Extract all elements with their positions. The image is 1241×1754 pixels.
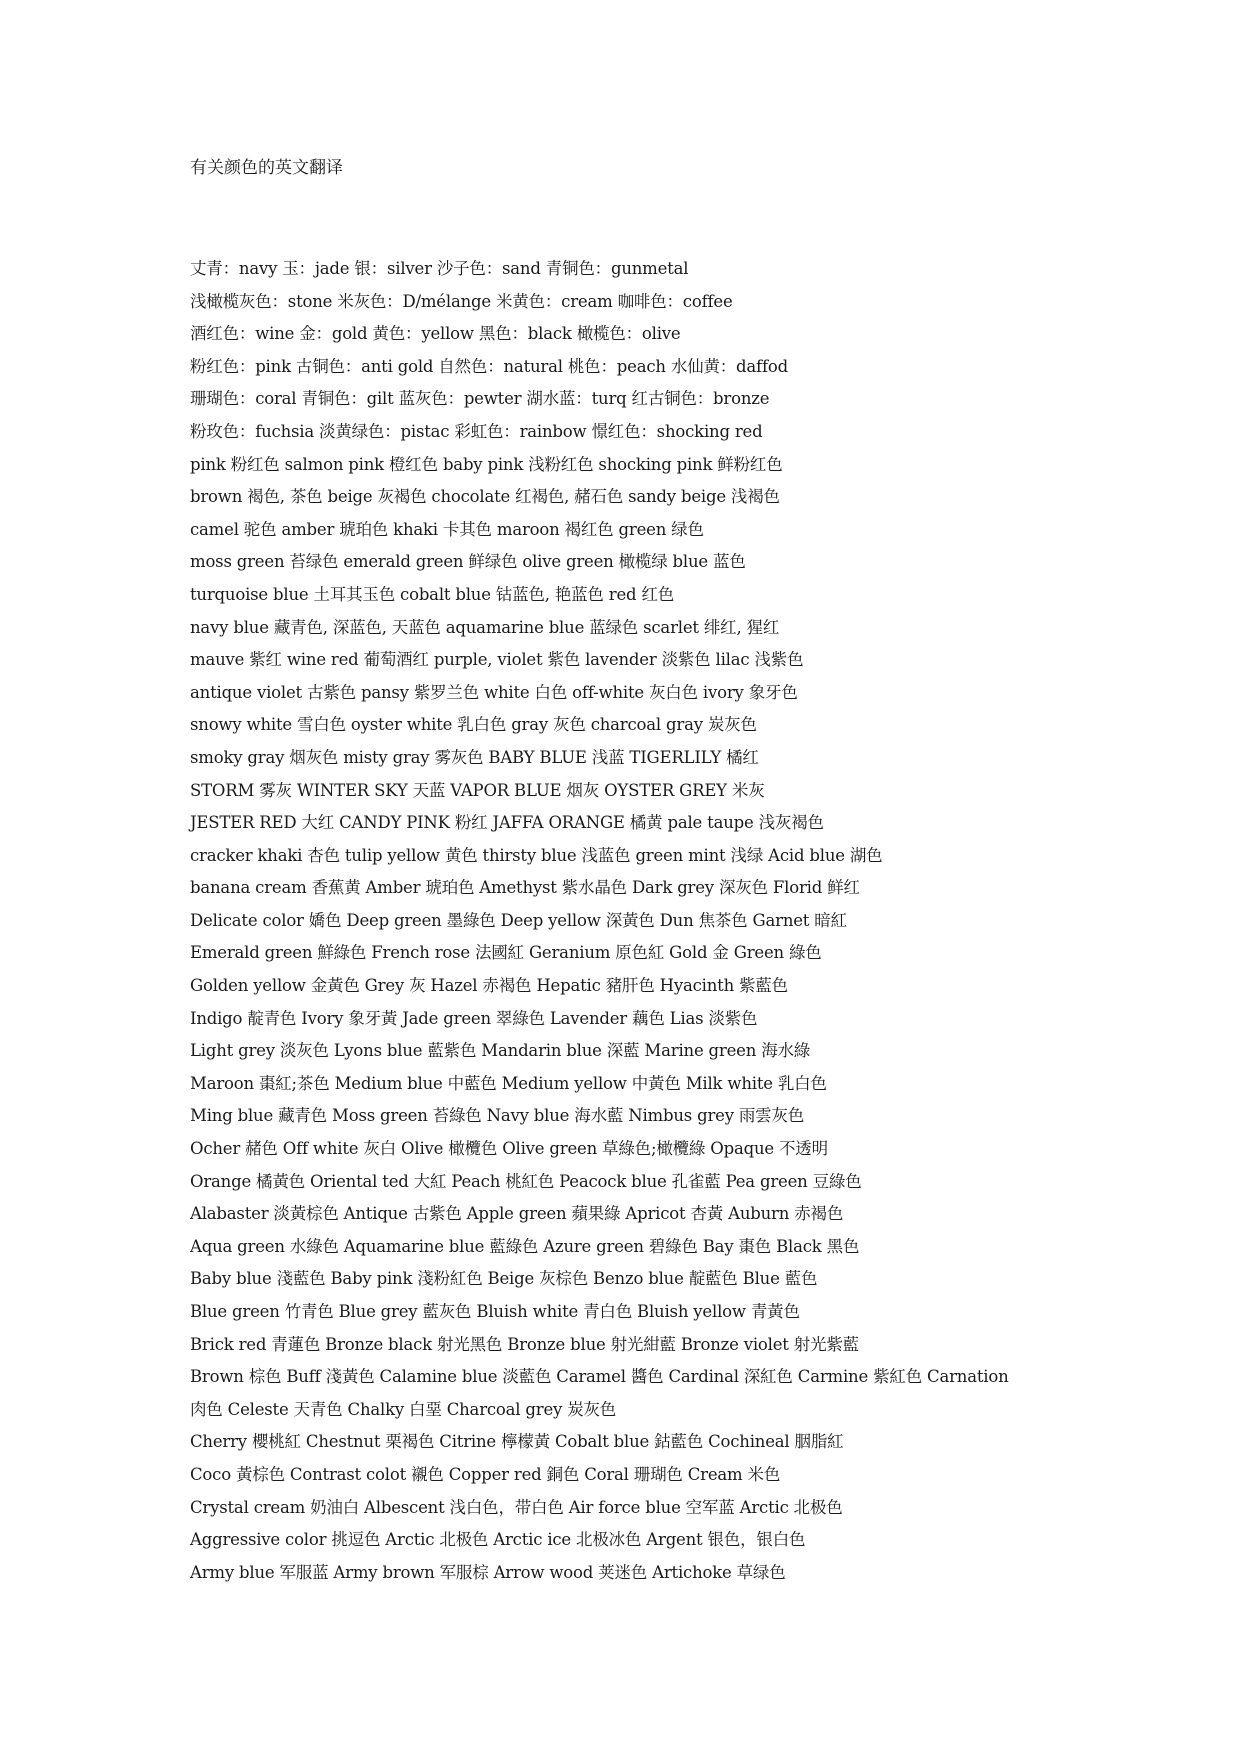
text-line: Coco 黃棕色 Contrast colot 襯色 Copper red 銅色 Coral 珊瑚色 Cream 米色 xyxy=(190,1464,781,1484)
text-line: Brown 棕色 Buff 淺黃色 Calamine blue 淡藍色 Caramel 醬色 Cardinal 深紅色 Carmine 紫紅色 Carnation xyxy=(190,1367,1009,1387)
text-line: 粉红色：pink 古铜色：anti gold 自然色：natural 桃色：peach 水仙黄：daffod xyxy=(190,356,788,376)
text-line: 粉玫色：fuchsia 淡黄绿色：pistac 彩虹色：rainbow 憬红色：shocking red xyxy=(190,421,763,441)
text-line: JESTER RED 大红 CANDY PINK 粉红 JAFFA ORANGE 橘黄 pale taupe 浅灰褐色 xyxy=(190,813,824,833)
text-line: Aqua green 水綠色 Aquamarine blue 藍綠色 Azure green 碧綠色 Bay 棗色 Black 黑色 xyxy=(190,1236,860,1256)
text-line: cracker khaki 杏色 tulip yellow 黄色 thirsty blue 浅蓝色 green mint 浅绿 Acid blue 湖色 xyxy=(190,845,883,865)
text-line: Maroon 棗紅;茶色 Medium blue 中藍色 Medium yellow 中黃色 Milk white 乳白色 xyxy=(190,1073,827,1093)
text-line: Emerald green 鮮綠色 French rose 法國紅 Geranium 原色紅 Gold 金 Green 綠色 xyxy=(190,943,822,963)
document-title: 有关颜色的英文翻译 xyxy=(190,158,343,178)
color-translation-list xyxy=(190,253,1210,1589)
text-line: Ming blue 藏青色 Moss green 苔綠色 Navy blue 海水藍 Nimbus grey 雨雲灰色 xyxy=(190,1106,805,1126)
text-line: snowy white 雪白色 oyster white 乳白色 gray 灰色 charcoal gray 炭灰色 xyxy=(190,715,757,735)
text-line: turquoise blue 土耳其玉色 cobalt blue 钴蓝色, 艳蓝色 red 红色 xyxy=(190,584,675,604)
text-line: Crystal cream 奶油白 Albescent 浅白色，带白色 Air force blue 空军蓝 Arctic 北极色 xyxy=(190,1497,843,1517)
text-line: 浅橄榄灰色：stone 米灰色：D/mélange 米黄色：cream 咖啡色：coffee xyxy=(190,291,733,311)
text-line: STORM 雾灰 WINTER SKY 天蓝 VAPOR BLUE 烟灰 OYSTER GREY 米灰 xyxy=(190,780,765,800)
text-line: banana cream 香蕉黄 Amber 琥珀色 Amethyst 紫水晶色 Dark grey 深灰色 Florid 鲜红 xyxy=(190,878,860,898)
text-line: Delicate color 嬌色 Deep green 墨綠色 Deep yellow 深黃色 Dun 焦茶色 Garnet 暗紅 xyxy=(190,910,847,930)
text-line: navy blue 藏青色, 深蓝色, 天蓝色 aquamarine blue 蓝绿色 scarlet 绯红, 猩红 xyxy=(190,617,780,637)
text-line: Brick red 青蓮色 Bronze black 射光黑色 Bronze blue 射光紺藍 Bronze violet 射光紫藍 xyxy=(190,1334,859,1354)
text-line: 酒红色：wine 金：gold 黄色：yellow 黑色：black 橄榄色：olive xyxy=(190,324,681,344)
text-line: mauve 紫红 wine red 葡萄酒红 purple, violet 紫色 lavender 淡紫色 lilac 浅紫色 xyxy=(190,650,804,670)
text-line: smoky gray 烟灰色 misty gray 雾灰色 BABY BLUE 浅蓝 TIGERLILY 橘红 xyxy=(190,747,759,767)
text-line: Indigo 靛青色 Ivory 象牙黃 Jade green 翠綠色 Lavender 藕色 Lias 淡紫色 xyxy=(190,1008,758,1028)
text-line: Orange 橘黃色 Oriental ted 大紅 Peach 桃紅色 Peacock blue 孔雀藍 Pea green 豆綠色 xyxy=(190,1171,862,1191)
text-line: moss green 苔绿色 emerald green 鲜绿色 olive green 橄榄绿 blue 蓝色 xyxy=(190,552,746,572)
text-line: Ocher 赭色 Off white 灰白 Olive 橄欖色 Olive green 草綠色;橄欖綠 Opaque 不透明 xyxy=(190,1139,828,1159)
text-line: brown 褐色, 茶色 beige 灰褐色 chocolate 红褐色, 赭石色 sandy beige 浅褐色 xyxy=(190,487,780,507)
text-line: camel 驼色 amber 琥珀色 khaki 卡其色 maroon 褐红色 green 绿色 xyxy=(190,519,704,539)
text-line: 丈青：navy 玉：jade 银：silver 沙子色：sand 青铜色：gunmetal xyxy=(190,259,689,278)
text-line: Light grey 淡灰色 Lyons blue 藍紫色 Mandarin blue 深藍 Marine green 海水綠 xyxy=(190,1041,811,1061)
text-line: pink 粉红色 salmon pink 橙红色 baby pink 浅粉红色 shocking pink 鲜粉红色 xyxy=(190,454,783,474)
text-line: 肉色 Celeste 天青色 Chalky 白堊 Charcoal grey 炭灰色 xyxy=(190,1399,617,1419)
text-line: 珊瑚色：coral 青铜色：gilt 蓝灰色：pewter 湖水蓝：turq 红古铜色：bronze xyxy=(190,389,770,409)
text-line: antique violet 古紫色 pansy 紫罗兰色 white 白色 off-white 灰白色 ivory 象牙色 xyxy=(190,682,798,702)
text-line: Baby blue 淺藍色 Baby pink 淺粉紅色 Beige 灰棕色 Benzo blue 靛藍色 Blue 藍色 xyxy=(190,1269,818,1289)
text-line: Army blue 军服蓝 Army brown 军服棕 Arrow wood 荚迷色 Artichoke 草绿色 xyxy=(190,1562,786,1582)
text-line: Blue green 竹青色 Blue grey 藍灰色 Bluish white 青白色 Bluish yellow 青黃色 xyxy=(190,1302,800,1321)
text-line: Golden yellow 金黃色 Grey 灰 Hazel 赤褐色 Hepatic 豬肝色 Hyacinth 紫藍色 xyxy=(190,976,788,996)
text-line: Cherry 櫻桃紅 Chestnut 栗褐色 Citrine 檸檬黃 Cobalt blue 鈷藍色 Cochineal 胭脂紅 xyxy=(190,1432,844,1452)
text-line: Aggressive color 挑逗色 Arctic 北极色 Arctic ice 北极冰色 Argent 银色，银白色 xyxy=(190,1530,806,1550)
text-line: Alabaster 淡黃棕色 Antique 古紫色 Apple green 蘋果綠 Apricot 杏黃 Auburn 赤褐色 xyxy=(190,1204,844,1224)
